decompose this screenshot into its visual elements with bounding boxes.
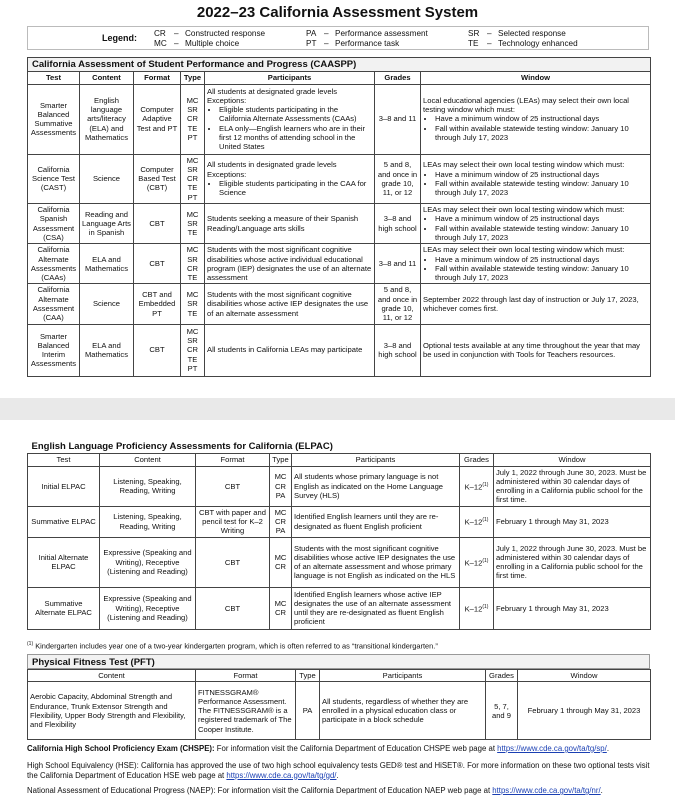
list-item: • Have a minimum window of 25 instructional days [435,214,648,223]
col-grades: Grades [460,454,494,466]
cell-content: ELA and Mathematics [80,324,134,376]
col-format: Format [196,454,270,466]
cell-grades: 5 and 8, and once in grade 10, 11, or 12 [375,284,421,324]
legend-code-te: TE [468,39,479,48]
page-one [0,0,675,398]
list-item: • Eligible students participating in the CAA for Science [219,179,372,198]
cell-participants: All students in California LEAs may participate [205,324,375,376]
cell-type: MC CR [270,537,292,587]
col-type: Type [181,72,205,84]
cell-window [421,244,651,284]
col-format: Format [196,670,296,682]
footnote-ref: (1) [482,481,489,488]
cell-type: MC SR TE [181,284,205,324]
table-row [28,466,651,506]
table-row [28,537,651,587]
list-item: • Eligible students participating in the California Alternate Assessments (CAAs) [219,105,372,124]
chspe-link[interactable]: https://www.cde.ca.gov/ta/tg/sp/ [497,744,607,753]
cell-grades: 3–8 and high school [375,324,421,376]
cell-grades: 3–8 and high school [375,204,421,244]
cell-grades [460,537,494,587]
footnote-ref: (1) [482,517,489,524]
cell-test: Initial ELPAC [28,466,100,506]
cell-participants [205,154,375,203]
legend-code-cr: CR [154,29,166,38]
col-type: Type [270,454,292,466]
cell-window [421,204,651,244]
legend-desc-cr: Constructed response [185,29,266,38]
table-row [28,154,651,203]
grades-value: K–12 [464,604,483,614]
legend-code-pt: PT [306,39,317,48]
list-item: • Fall within available statewide testing window: January 10 through July 17, 2023 [435,264,648,283]
col-type: Type [296,670,320,682]
hse-link[interactable]: https://www.cde.ca.gov/ta/tg/gd/ [226,770,337,780]
cell-participants: All students whose primary language is not English as indicated on the Home Language Survey (HLS) [292,466,460,506]
list-item: • Fall within available statewide testing window: January 10 through July 17, 2023 [435,224,648,243]
caaspp-table [27,57,651,377]
grades-value: K–12 [464,482,483,492]
note-chspe [27,744,652,754]
grades-value: K–12 [464,558,483,568]
list-item: • Have a minimum window of 25 instructional days [435,114,648,123]
cell-grades: 3–8 and 11 [375,84,421,154]
participants-sub: Exceptions: [207,169,247,179]
legend-desc-pt: Performance task [335,39,400,48]
list-item: • Have a minimum window of 25 instructional days [435,255,648,264]
footnote-ref: (1) [482,603,489,610]
cell-test: California Alternate Assessment (CAA) [28,284,80,324]
cell-test: Initial Alternate ELPAC [28,537,100,587]
legend-desc-pa: Performance assessment [335,29,428,38]
legend-code-pa: PA [306,29,317,38]
cell-content: Listening, Speaking, Reading, Writing [100,466,196,506]
cell-window: February 1 through May 31, 2023 [494,587,651,629]
col-content: Content [28,670,196,682]
caaspp-header-row [28,72,651,84]
cell-test: Smarter Balanced Summative Assessments [28,84,80,154]
note-end: . [336,770,339,780]
note-text: For information visit the California Department of Education CHSPE web page at [214,744,498,753]
page-two [0,420,675,802]
cell-format: CBT [196,466,270,506]
cell-format: FITNESSGRAM® Performance Assessment. The FITNESSGRAM® is a registered trademark of The Cooper Institute. [196,682,296,740]
list-item: • Have a minimum window of 25 instructional days [435,170,648,179]
cell-content: Expressive (Speaking and Writing), Receptive (Listening and Reading) [100,537,196,587]
col-window: Window [518,670,651,682]
table-row [28,244,651,284]
page-separator [0,398,675,420]
cell-test: California Spanish Assessment (CSA) [28,204,80,244]
cell-grades [460,466,494,506]
col-window: Window [421,72,651,84]
cell-participants: Students seeking a measure of their Spanish Reading/Language arts skills [205,204,375,244]
footnote-text: Kindergarten includes year one of a two-year kindergarten program, which is often referred to as “transitional kindergarten.” [35,641,438,651]
cell-format: CBT and Embedded PT [134,284,181,324]
table-row [28,682,651,740]
cell-test: Summative ELPAC [28,506,100,537]
col-test: Test [28,72,80,84]
note-label: California High School Proficiency Exam (CHSPE): [27,744,215,753]
cell-format: CBT [134,324,181,376]
note-text: National Assessment of Educational Progress (NAEP): For information visit the California Department of Education NAEP web page at [27,786,493,795]
cell-format: CBT [196,587,270,629]
col-window: Window [494,454,651,466]
cell-window: July 1, 2022 through June 30, 2023. Must be administered within 30 calendar days of enrolling in a California public school for the first time. [494,466,651,506]
cell-test: California Alternate Assessments (CAAs) [28,244,80,284]
cell-content: Science [80,154,134,203]
cell-format: Computer Based Test (CBT) [134,154,181,203]
legend-desc-mc: Multiple choice [185,39,240,48]
cell-content: ELA and Mathematics [80,244,134,284]
elpac-heading: English Language Proficiency Assessments for California (ELPAC) [28,440,651,454]
grades-value: K–12 [464,517,483,527]
cell-window: July 1, 2022 through June 30, 2023. Must be administered within 30 calendar days of enrolling in a California public school for the first time. [494,537,651,587]
cell-participants: Students with the most significant cognitive disabilities whose active IEP designates the use of an alternate assessment [205,284,375,324]
cell-window: February 1 through May 31, 2023 [494,506,651,537]
note-text: High School Equivalency (HSE): California has approved the use of two high school equivalency tests GED® test and HiSET®. For more information on these two optional tests visit the California Department of Education HSE web page at [27,761,650,780]
window-intro: LEAs may select their own local testing window which must: [423,160,625,170]
table-row [28,587,651,629]
cell-content: Reading and Language Arts in Spanish [80,204,134,244]
table-row [28,506,651,537]
cell-test: California Science Test (CAST) [28,154,80,203]
elpac-header-row [28,454,651,466]
list-item: • Fall within available statewide testing window: January 10 through July 17, 2023 [435,124,648,143]
cell-type: MC SR CR TE PT [181,154,205,203]
cell-type: PA [296,682,320,740]
cell-format: CBT [196,537,270,587]
cell-grades [460,587,494,629]
note-hse [27,761,652,780]
window-intro: Local educational agencies (LEAs) may select their own local testing window which must: [423,95,629,115]
col-test: Test [28,454,100,466]
participants-intro: All students in designated grade levels [207,160,337,170]
cell-content: Expressive (Speaking and Writing), Receptive (Listening and Reading) [100,587,196,629]
list-item: • ELA only—English learners who are in their first 12 months of attending school in the United States [219,124,372,152]
col-format: Format [134,72,181,84]
cell-content: Science [80,284,134,324]
cell-test: Summative Alternate ELPAC [28,587,100,629]
naep-link[interactable]: https://www.cde.ca.gov/ta/tg/nr/ [492,786,601,795]
cell-window: September 2022 through last day of instruction or July 17, 2023, whichever comes first. [421,284,651,324]
cell-window: February 1 through May 31, 2023 [518,682,651,740]
cell-participants: Identified English learners whose active IEP designates the use of an alternate assessment until they are re-designated as fluent English proficient [292,587,460,629]
cell-grades: 5, 7, and 9 [486,682,518,740]
cell-grades [460,506,494,537]
cell-grades: 5 and 8, and once in grade 10, 11, or 12 [375,154,421,203]
note-end: . [606,744,609,753]
cell-type: MC SR CR TE PT [181,84,205,154]
cell-format: Computer Adaptive Test and PT [134,84,181,154]
cell-participants [205,84,375,154]
page-title: 2022–23 California Assessment System [196,4,479,21]
cell-window [421,154,651,203]
legend: Legend: CR – Constructed response MC – Multiple choice PA – Performance assessment PT – Performance task SR – Selected response TE – Technology enhanced [27,26,649,50]
col-participants: Participants [292,454,460,466]
cell-format: CBT [134,244,181,284]
participants-sub: Exceptions: [207,95,247,105]
cell-content: Listening, Speaking, Reading, Writing [100,506,196,537]
pft-heading: Physical Fitness Test (PFT) [27,654,650,669]
cell-type: MC CR PA [270,466,292,506]
col-grades: Grades [375,72,421,84]
cell-participants: Students with the most significant cognitive disabilities whose active IEP designates the use of an alternate assessment and whose primary language is not English as indicated on the HLS [292,537,460,587]
footnote-marker: (1) [27,641,34,647]
cell-participants: All students, regardless of whether they are enrolled in a physical education class or participate in a block schedule [320,682,486,740]
col-participants: Participants [205,72,375,84]
window-intro: LEAs may select their own local testing window which must: [423,205,625,215]
cell-type: MC SR CR TE PT [181,324,205,376]
cell-content: English language arts/literacy (ELA) and Mathematics [80,84,134,154]
note-end: . [600,786,603,795]
cell-participants: Students with the most significant cognitive disabilities whose active individual educational program (IEP) designates the use of an alternate assessment [205,244,375,284]
cell-content: Aerobic Capacity, Abdominal Strength and Endurance, Trunk Extensor Strength and Flexibility, Upper Body Strength and Flexibility, and Flexibility [28,682,196,740]
table-row [28,324,651,376]
elpac-footnote [27,641,438,650]
cell-type: MC CR [270,587,292,629]
col-participants: Participants [320,670,486,682]
pft-table [27,669,651,740]
caaspp-heading: California Assessment of Student Performance and Progress (CAASPP) [28,58,651,72]
list-item: • Fall within available statewide testing window: January 10 through July 17, 2023 [435,179,648,198]
cell-format: CBT [134,204,181,244]
cell-window: Optional tests available at any time throughout the year that may be used in conjunction with Tools for Teachers resources. [421,324,651,376]
legend-code-mc: MC [154,39,167,48]
cell-type: MC SR TE [181,204,205,244]
elpac-table [27,440,651,630]
cell-test: Smarter Balanced Interim Assessments [28,324,80,376]
window-intro: LEAs may select their own local testing window which must: [423,245,625,255]
cell-window [421,84,651,154]
cell-participants: Identified English learners until they are re-designated as fluent English proficient [292,506,460,537]
table-row [28,284,651,324]
legend-desc-te: Technology enhanced [498,39,578,48]
participants-intro: All students at designated grade levels [207,86,338,96]
table-row [28,84,651,154]
note-naep [27,786,652,796]
cell-type: MC CR PA [270,506,292,537]
table-row [28,204,651,244]
pft-header-row [28,670,651,682]
col-grades: Grades [486,670,518,682]
cell-type: MC SR CR TE [181,244,205,284]
cell-format: CBT with paper and pencil test for K–2 Writing [196,506,270,537]
legend-desc-sr: Selected response [498,29,566,38]
footnote-ref: (1) [482,557,489,564]
legend-code-sr: SR [468,29,480,38]
legend-label: Legend: [102,33,137,43]
cell-grades: 3–8 and 11 [375,244,421,284]
col-content: Content [80,72,134,84]
col-content: Content [100,454,196,466]
